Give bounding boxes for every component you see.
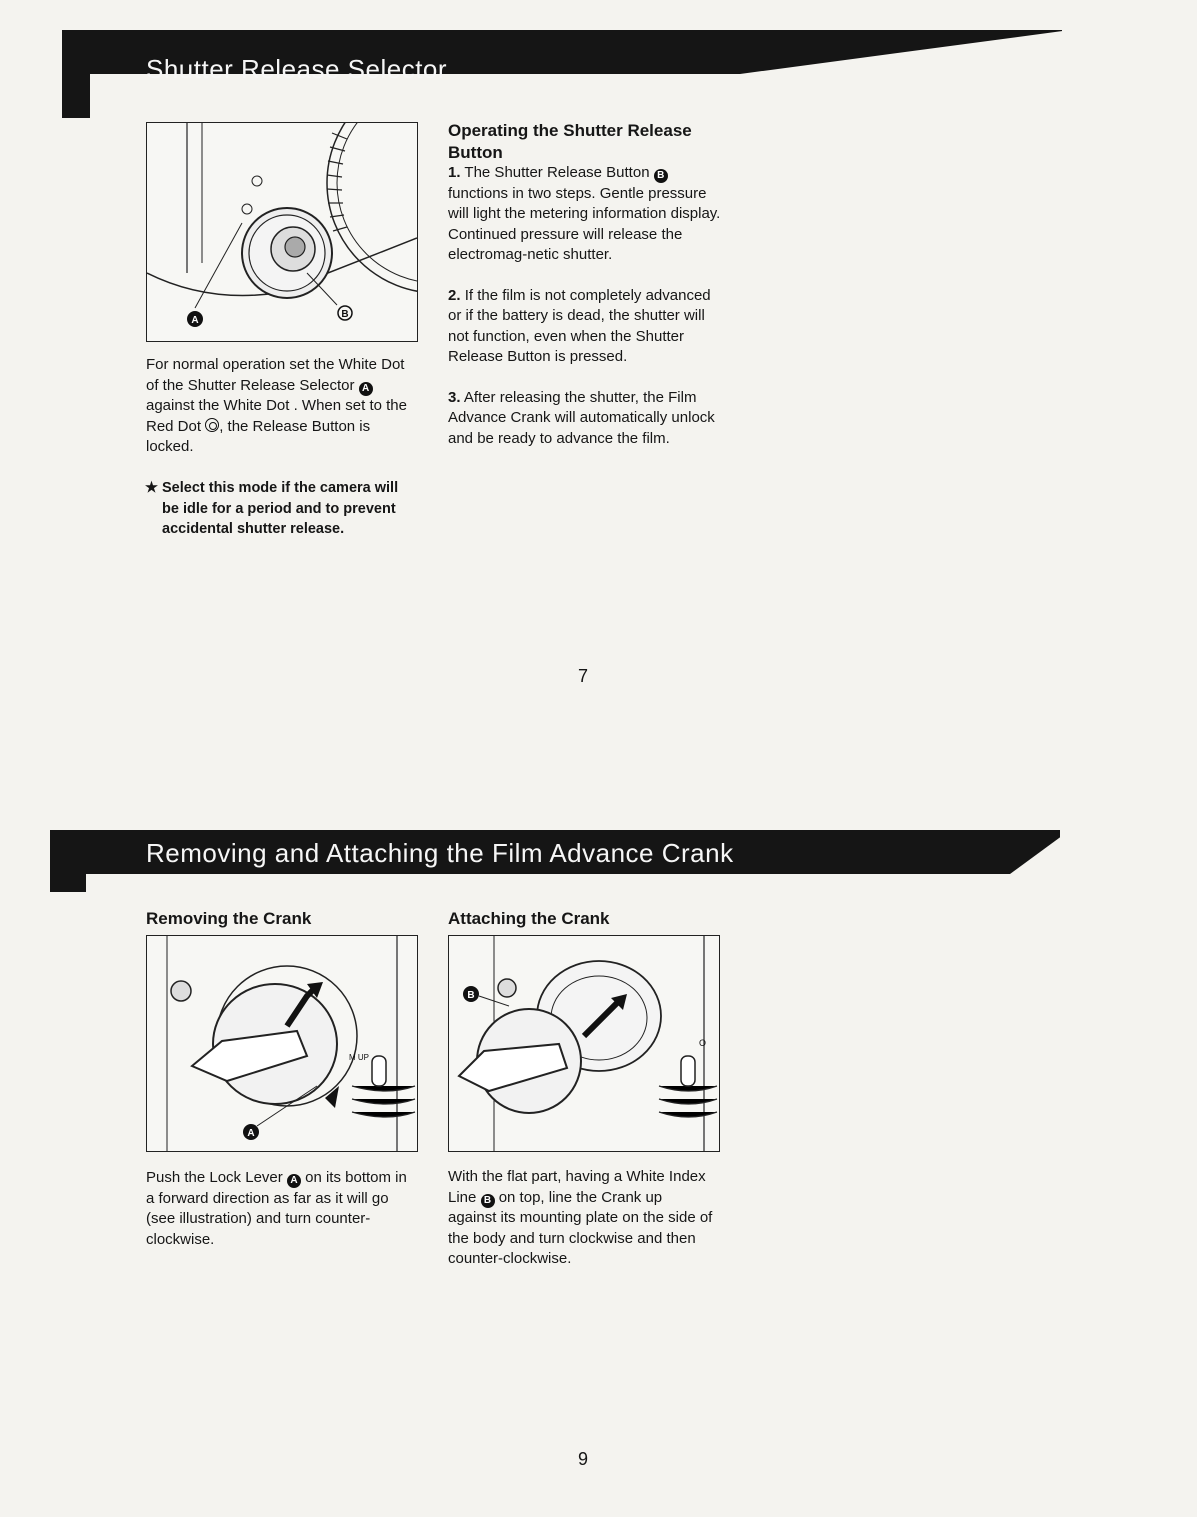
red-dot-icon	[205, 418, 219, 432]
figure-label-b: B	[341, 309, 349, 320]
attaching-caption: With the flat part, having a White Index Line B on top, line the Crank up against its mounting plate on the side of the body and turn clockwise and then counter-clockwise.	[448, 1168, 713, 1267]
removing-crank-figure	[146, 935, 418, 1152]
marker-b-icon: B	[654, 169, 668, 183]
page-number-bottom: 9	[578, 1449, 589, 1469]
attaching-heading: Attaching the Crank	[448, 909, 610, 928]
caption-text-mid: against the White Dot . When set to the Red Dot	[146, 397, 407, 435]
operating-heading: Operating the Shutter Release Button	[448, 121, 692, 162]
idle-mode-note	[145, 478, 412, 540]
figure-label-a-bottom: A	[247, 1128, 255, 1139]
selector-caption	[146, 355, 411, 458]
marker-a-icon: A	[287, 1174, 301, 1188]
caption-text-pre: For normal operation set the White Dot of the Shutter Release Selector	[146, 356, 405, 394]
step-3: 3. After releasing the shutter, the Film Advance Crank will automatically unlock and be ready to advance the film.	[448, 388, 715, 447]
attaching-crank-figure	[448, 935, 720, 1152]
caption-text-post: , the Release Button is locked.	[146, 417, 371, 455]
removing-heading: Removing the Crank	[146, 909, 312, 928]
step-2: 2. If the film is not completely advanced or if the battery is dead, the shutter will not function, even when the Shutter Release Button is pressed.	[448, 286, 711, 365]
marker-b-icon: B	[481, 1194, 495, 1208]
mup-label: M UP	[349, 1053, 369, 1062]
section-title-bottom: Removing and Attaching the Film Advance Crank	[146, 838, 734, 868]
o-label: O	[699, 1038, 707, 1048]
note-text: Select this mode if the camera will be idle for a period and to prevent accidental shutter release.	[162, 480, 399, 537]
section-title: Shutter Release Selector	[146, 54, 448, 84]
removing-caption: Push the Lock Lever A on its bottom in a forward direction as far as it will go (see illustration) and turn counter-clockwise.	[146, 1169, 407, 1248]
star-icon: ★	[145, 480, 158, 496]
operating-steps	[448, 163, 723, 469]
shutter-selector-figure	[146, 122, 418, 342]
figure-label-b-bottom: B	[467, 990, 475, 1001]
page-number-top: 7	[578, 666, 589, 686]
marker-a-icon: A	[359, 382, 373, 396]
figure-label-a: A	[191, 315, 199, 326]
step-1: 1. The Shutter Release Button B functions in two steps. Gentle pressure will light the metering information display. Continued pressure will release the electromag-netic shutter.	[448, 164, 721, 263]
